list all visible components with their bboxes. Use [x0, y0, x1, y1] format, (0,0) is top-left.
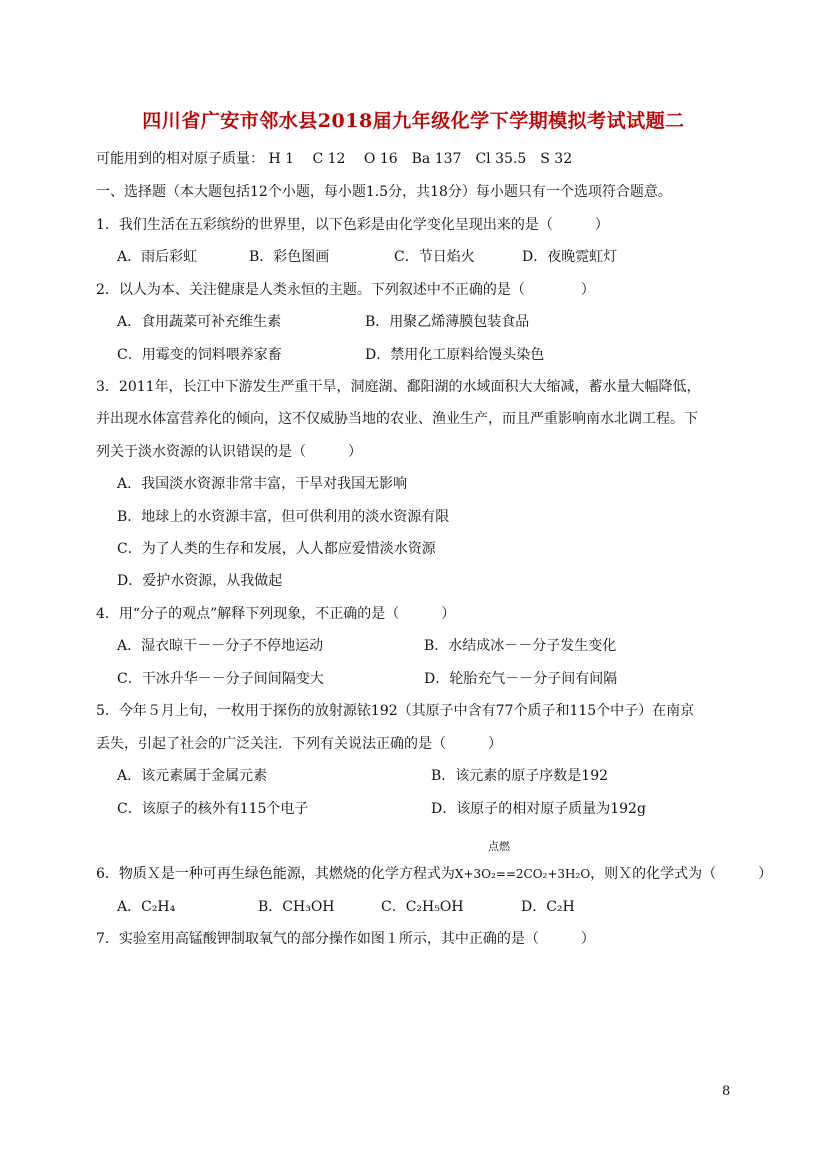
q6-equation: X+3O₂==2CO₂+3H₂O — [454, 867, 591, 881]
q3-option-a: A．我国淡水资源非常丰富，干旱对我国无影响 — [117, 476, 408, 492]
question-4-stem: 4．用“分子的观点”解释下列现象，不正确的是（ ） — [96, 606, 456, 622]
section-heading: 一、选择题（本大题包括12个小题，每小题1.5分，共18分）每小题只有一个选项符合题意。 — [96, 184, 672, 200]
q1-option-c: C．节日焰火 — [394, 249, 475, 265]
q3-option-b: B．地球上的水资源丰富，但可供利用的淡水资源有限 — [117, 509, 450, 525]
q3-option-d: D．爱护水资源，从我做起 — [117, 573, 283, 589]
q6-option-b: B．CH₃OH — [258, 899, 335, 915]
q6-option-d: D．C₂H — [521, 899, 575, 915]
question-5-line-1: 5．今年５月上旬，一枚用于探伤的放射源铱192（其原子中含有77个质子和115个中子）在南京 — [96, 703, 695, 719]
q6-stem-start: 6．物质Ｘ是一种可再生绿色能源，其燃烧的化学方程式为 — [96, 866, 455, 882]
page-number: 8 — [722, 1084, 731, 1099]
q6-stem-end: ，则Ｘ的化学式为（ ） — [590, 866, 773, 882]
atomic-mass-line: 可能用到的相对原子质量： H 1 C 12 O 16 Ba 137 Cl 35.5 S 32 — [96, 151, 573, 167]
q6-option-c: C．C₂H₅OH — [381, 899, 464, 915]
question-6-stem — [96, 865, 772, 883]
q1-option-b: B．彩色图画 — [249, 249, 330, 265]
question-3-line-2: 并出现水体富营养化的倾向，这不仅威胁当地的农业、渔业生产，而且严重影响南水北调工程。下 — [96, 411, 698, 427]
q2-option-c: C．用霉变的饲料喂养家畜 — [117, 347, 282, 363]
q2-option-b: B．用聚乙烯薄膜包装食品 — [365, 314, 530, 330]
q5-option-a: A．该元素属于金属元素 — [117, 768, 268, 784]
question-3-line-3: 列关于淡水资源的认识错误的是（ ） — [96, 444, 362, 460]
q2-option-d: D．禁用化工原料给馒头染色 — [365, 347, 545, 363]
page-title: 四川省广安市邻水县2018届九年级化学下学期模拟考试试题二 — [142, 110, 685, 132]
q5-option-c: C．该原子的核外有115个电子 — [117, 801, 309, 817]
q2-option-a: A．食用蔬菜可补充维生素 — [117, 314, 282, 330]
q4-option-a: A．湿衣晾干－－分子不停地运动 — [117, 638, 324, 654]
reaction-condition: 点燃 — [488, 840, 510, 853]
q6-option-a: A．C₂H₄ — [117, 899, 176, 915]
q5-option-d: D．该原子的相对原子质量为192g — [431, 801, 646, 817]
q5-option-b: B．该元素的原子序数是192 — [431, 768, 609, 784]
q4-option-d: D．轮胎充气－－分子间有间隔 — [424, 671, 618, 687]
q1-option-d: D．夜晚霓虹灯 — [522, 249, 618, 265]
q4-option-c: C．干冰升华－－分子间间隔变大 — [117, 671, 324, 687]
q3-option-c: C．为了人类的生存和发展，人人都应爱惜淡水资源 — [117, 541, 436, 557]
question-3-line-1: 3．2011年，长江中下游发生严重干旱，洞庭湖、鄱阳湖的水域面积大大缩减，蓄水量大幅降低， — [96, 379, 701, 395]
q1-option-a: A．雨后彩虹 — [117, 249, 198, 265]
question-2-stem: 2．以人为本、关注健康是人类永恒的主题。下列叙述中不正确的是（ ） — [96, 282, 595, 298]
question-7-stem: 7．实验室用高锰酸钾制取氧气的部分操作如图１所示，其中正确的是（ ） — [96, 931, 595, 947]
q4-option-b: B．水结成冰－－分子发生变化 — [424, 638, 617, 654]
question-1-stem: 1．我们生活在五彩缤纷的世界里，以下色彩是由化学变化呈现出来的是（ ） — [96, 217, 609, 233]
question-5-line-2: 丢失，引起了社会的广泛关注．下列有关说法正确的是（ ） — [96, 736, 502, 752]
